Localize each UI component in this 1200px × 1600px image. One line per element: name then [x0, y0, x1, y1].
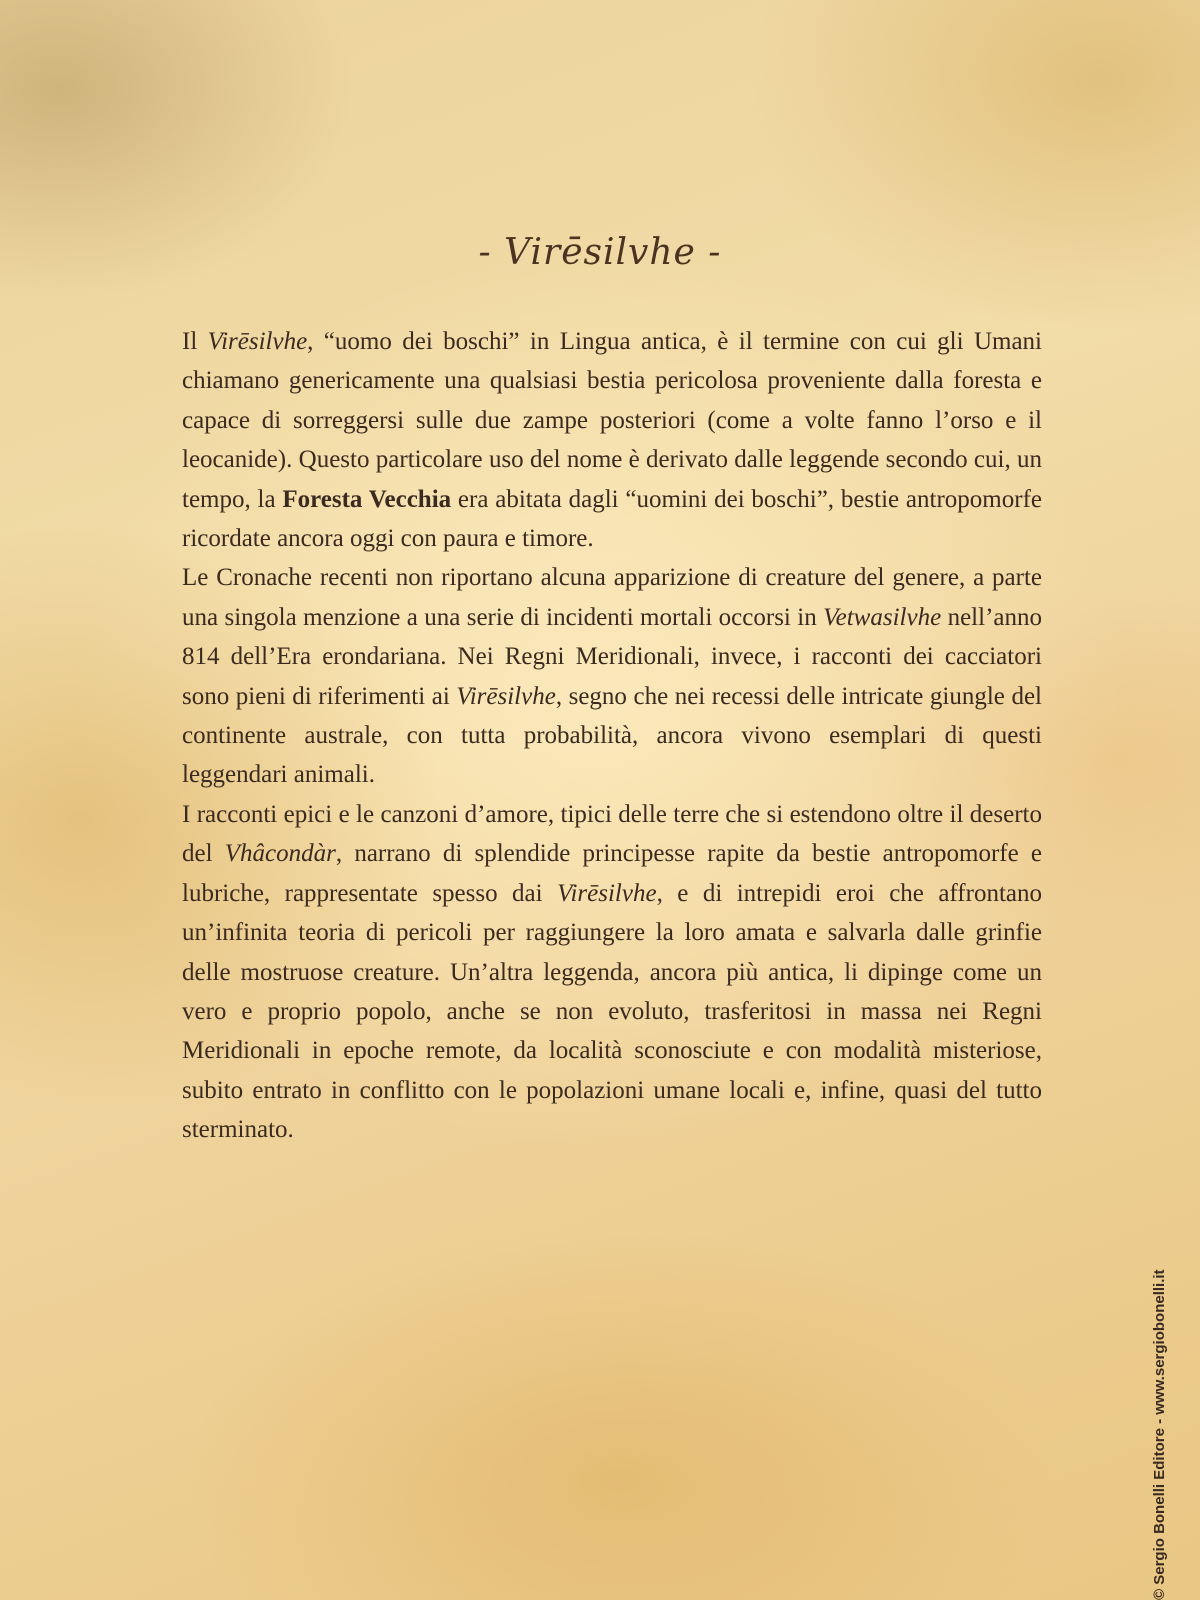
text-run: nell’anno 814 dell’Era erondariana. Nei Regni Meridionali, invece, i racconti dei cacciatori sono pieni di riferimenti ai — [182, 603, 1042, 710]
text-run: Le Cronache recenti non riportano alcuna apparizione di creature del genere, a parte una singola menzione a una serie di incidenti mortali occorsi in — [182, 564, 1042, 631]
copyright-notice: © Sergio Bonelli Editore - www.sergiobonelli.it — [1151, 1269, 1168, 1600]
text-run: era abitata dagli “uomini dei boschi”, bestie antropomorfe ricordate ancora oggi con paura e timore. — [182, 485, 1042, 553]
paragraph — [182, 558, 1042, 794]
paragraph — [182, 322, 1042, 558]
text-run: , narrano di splendide principesse rapite da bestie antropomorfe e lubriche, rappresentate spesso dai — [182, 840, 1042, 907]
italic-term: Vhâcondàr — [224, 840, 336, 868]
text-run: , e di intrepidi eroi che affrontano un’infinita teoria di pericoli per raggiungere la loro amata e salvarla dalle grinfie delle mostruose creature. Un’altra leggenda, ancora più antica, li dipinge come un vero e proprio popolo, anche se non evoluto, trasferitosi in massa nei Regni Meridionali in epoche remote, da località sconosciute e con modalità misteriose, subito entrato in conflitto con le popolazioni umane locali e, infine, quasi del tutto sterminato. — [182, 879, 1042, 1144]
italic-term: Vetwasilvhe — [823, 603, 942, 631]
italic-term: Virēsilvhe — [207, 328, 308, 355]
bold-term: Foresta Vecchia — [282, 485, 452, 513]
body-text — [182, 322, 1042, 1150]
paragraph — [182, 795, 1042, 1150]
text-run: , “uomo dei boschi” in Lingua antica, è il termine con cui gli Umani chiamano genericamente una qualsiasi bestia pericolosa proveniente dalla foresta e capace di sorreggersi sulle due zampe posteriori (come a volte fanno l’orso e il leocanide). Questo particolare uso del nome è derivato dalle leggende secondo cui, un tempo, la — [182, 328, 1042, 513]
italic-term: Virēsilvhe — [456, 682, 556, 710]
text-run: , segno che nei recessi delle intricate giungle del continente australe, con tutta probabilità, ancora vivono esemplari di questi leggendari animali. — [182, 682, 1042, 789]
text-run: Il — [182, 328, 208, 355]
italic-term: Virēsilvhe — [557, 879, 657, 907]
text-run: I racconti epici e le canzoni d’amore, tipici delle terre che si estendono oltre il deserto del — [182, 800, 1042, 868]
page-title: - Virēsilvhe - — [478, 232, 722, 273]
